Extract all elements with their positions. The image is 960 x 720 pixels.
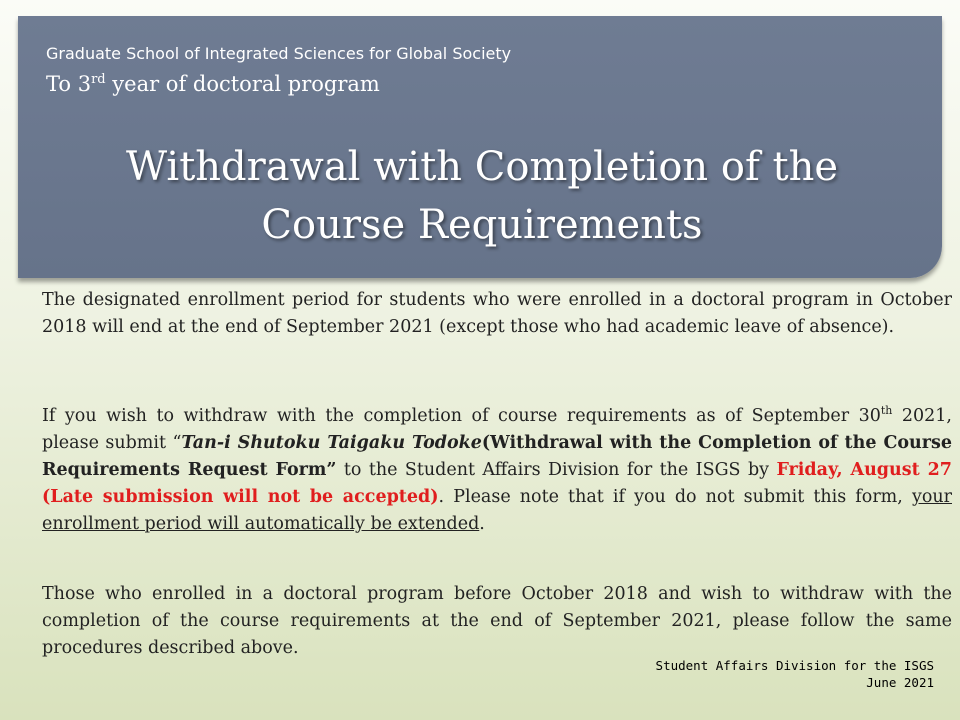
- footer-date: June 2021: [866, 675, 934, 690]
- form-name-japanese: Tan-i Shutoku Taigaku Todoke: [181, 433, 482, 453]
- target-year-prefix: To 3: [46, 72, 92, 96]
- target-year-suffix: year of doctoral program: [105, 72, 380, 96]
- form-name-english: (Withdrawal with the Completion of the Course Requirements Request Form”: [42, 433, 952, 480]
- p2-part1: If you wish to withdraw with the completion of course requirements as of September 30: [42, 406, 881, 426]
- page-title-line1: Withdrawal with Completion of the: [125, 144, 838, 190]
- submission-deadline: Friday, August 27 (Late submission will not be accepted): [42, 460, 952, 507]
- school-name: Graduate School of Integrated Sciences for Global Society: [46, 44, 512, 63]
- p2-part2: 2021, please submit “: [42, 406, 952, 453]
- p2-part3: to the Student Affairs Division for the ISGS by: [336, 460, 777, 480]
- p2-ordinal: th: [880, 404, 893, 418]
- page-title-line2: Course Requirements: [261, 202, 703, 248]
- footer-division: Student Affairs Division for the ISGS: [655, 658, 934, 673]
- paragraph-earlier-enrollees: Those who enrolled in a doctoral program before October 2018 and wish to withdraw with the completion of the course requirements at the end of September 2021, please follow the same procedures described above.: [42, 584, 952, 658]
- target-year: [46, 72, 380, 96]
- auto-extension-notice: your enrollment period will automatically be extended: [42, 487, 952, 534]
- paragraph-withdrawal-instructions: [42, 403, 952, 538]
- paragraph-enrollment-period: The designated enrollment period for students who were enrolled in a doctoral program in October 2018 will end at the end of September 2021 (except those who had academic leave of absence).: [42, 290, 952, 337]
- footer: [656, 657, 934, 691]
- p2-part5: .: [479, 514, 485, 534]
- p2-part4: . Please note that if you do not submit this form,: [438, 487, 912, 507]
- target-year-ordinal: rd: [91, 72, 106, 87]
- page-title: [40, 138, 924, 254]
